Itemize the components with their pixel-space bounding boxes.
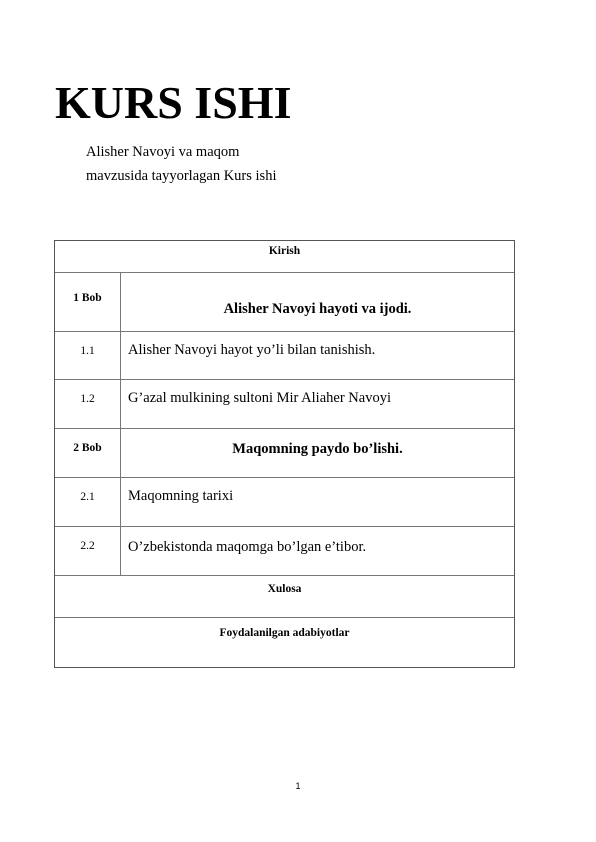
toc-chapter-2-number: 2 Bob xyxy=(55,429,121,477)
toc-row-section-1-2 xyxy=(55,380,514,429)
toc-section-1-1-title: Alisher Navoyi hayot yo’li bilan tanishish. xyxy=(128,342,376,358)
toc-section-2-1-number: 2.1 xyxy=(55,478,121,526)
toc-section-1-1-cell xyxy=(121,332,514,379)
toc-section-2-2-title: O’zbekistonda maqomga bo’lgan e’tibor. xyxy=(128,539,367,555)
table-of-contents xyxy=(54,240,515,668)
toc-row-bibliography xyxy=(55,618,514,667)
toc-chapter-1-number: 1 Bob xyxy=(55,273,121,331)
document-subtitle-line-1: Alisher Navoyi va maqom xyxy=(86,144,240,160)
toc-chapter-2-title: Maqomning paydo bo’lishi. xyxy=(232,441,403,457)
toc-section-1-2-cell xyxy=(121,380,514,428)
toc-section-2-2-number: 2.2 xyxy=(55,527,121,575)
page-number: 1 xyxy=(295,781,301,791)
document-title: KURS ISHI xyxy=(55,77,292,128)
toc-row-conclusion xyxy=(55,576,514,618)
toc-section-1-2-title: G’azal mulkining sultoni Mir Aliaher Navoyi xyxy=(128,390,391,406)
toc-conclusion: Xulosa xyxy=(267,583,302,595)
toc-section-1-2-number: 1.2 xyxy=(55,380,121,428)
toc-row-section-1-1 xyxy=(55,332,514,380)
toc-section-2-1-cell xyxy=(121,478,514,526)
toc-section-1-1-number: 1.1 xyxy=(55,332,121,379)
toc-intro: Kirish xyxy=(268,245,301,257)
toc-row-chapter-1 xyxy=(55,273,514,332)
document-subtitle-line-2: mavzusida tayyorlagan Kurs ishi xyxy=(86,168,277,184)
toc-row-section-2-2 xyxy=(55,527,514,576)
toc-section-2-2-cell xyxy=(121,527,514,575)
toc-row-chapter-2 xyxy=(55,429,514,478)
toc-bibliography: Foydalanilgan adabiyotlar xyxy=(219,627,350,639)
toc-row-section-2-1 xyxy=(55,478,514,527)
toc-chapter-2-cell xyxy=(121,429,514,477)
toc-chapter-1-title: Alisher Navoyi hayoti va ijodi. xyxy=(223,301,412,317)
toc-section-2-1-title: Maqomning tarixi xyxy=(128,488,234,504)
toc-row-intro xyxy=(55,241,514,273)
toc-chapter-1-cell xyxy=(121,273,514,331)
